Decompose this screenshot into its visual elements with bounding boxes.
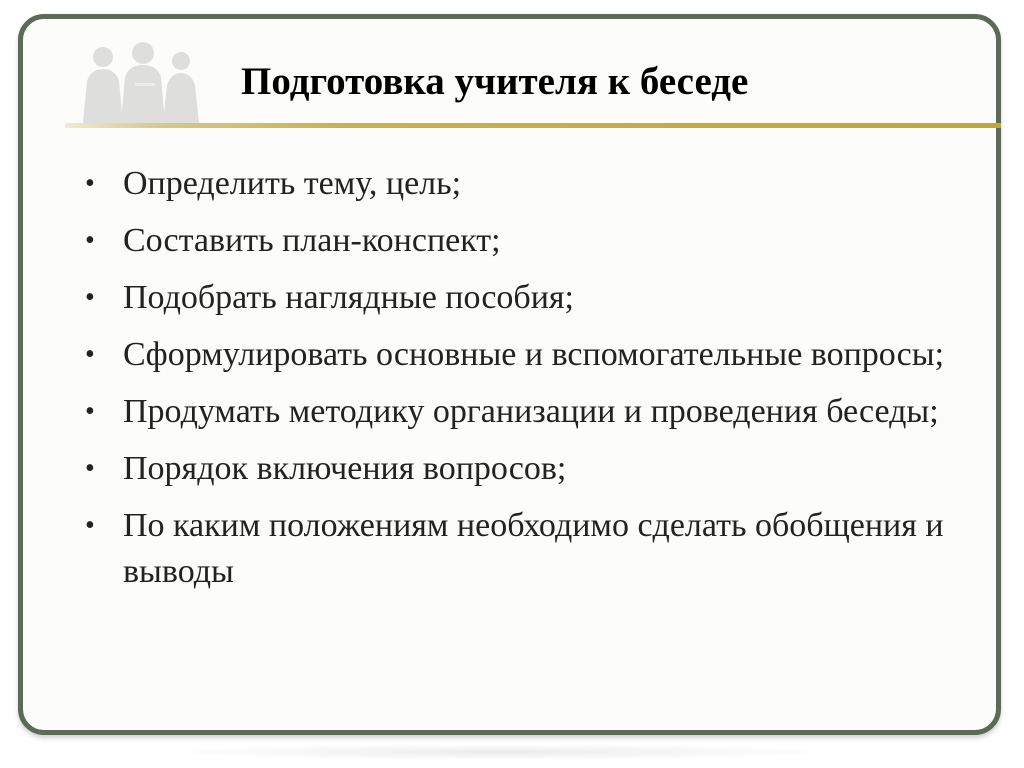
list-item bbox=[85, 389, 985, 435]
bullet-list bbox=[85, 161, 985, 606]
list-item bbox=[85, 218, 985, 264]
bullet-icon: • bbox=[85, 339, 95, 370]
list-item-text: Сформулировать основные и вспомогательные вопросы; bbox=[123, 336, 945, 373]
list-item-text: Составить план-конспект; bbox=[123, 222, 501, 259]
list-item bbox=[85, 332, 985, 378]
list-item bbox=[85, 446, 985, 492]
list-item-text: Определить тему, цель; bbox=[123, 165, 462, 202]
bullet-icon: • bbox=[85, 453, 95, 484]
bullet-icon: • bbox=[85, 282, 95, 313]
bullet-icon: • bbox=[85, 225, 95, 256]
list-item bbox=[85, 503, 985, 595]
slide-shadow bbox=[150, 744, 850, 760]
title-underline bbox=[65, 123, 1001, 128]
list-item bbox=[85, 275, 985, 321]
list-item-text: Порядок включения вопросов; bbox=[123, 450, 567, 487]
bullet-icon: • bbox=[85, 510, 95, 541]
slide-title: Подготовка учителя к беседе bbox=[241, 60, 749, 103]
list-item-text: Продумать методику организации и проведения беседы; bbox=[123, 393, 939, 430]
people-silhouette-icon bbox=[65, 37, 225, 123]
list-item-text: Подобрать наглядные пособия; bbox=[123, 279, 574, 316]
list-item-text: По каким положениям необходимо сделать обобщения и выводы bbox=[123, 507, 944, 590]
bullet-icon: • bbox=[85, 396, 95, 427]
slide-frame bbox=[18, 14, 1001, 735]
list-item bbox=[85, 161, 985, 207]
bullet-icon: • bbox=[85, 168, 95, 199]
